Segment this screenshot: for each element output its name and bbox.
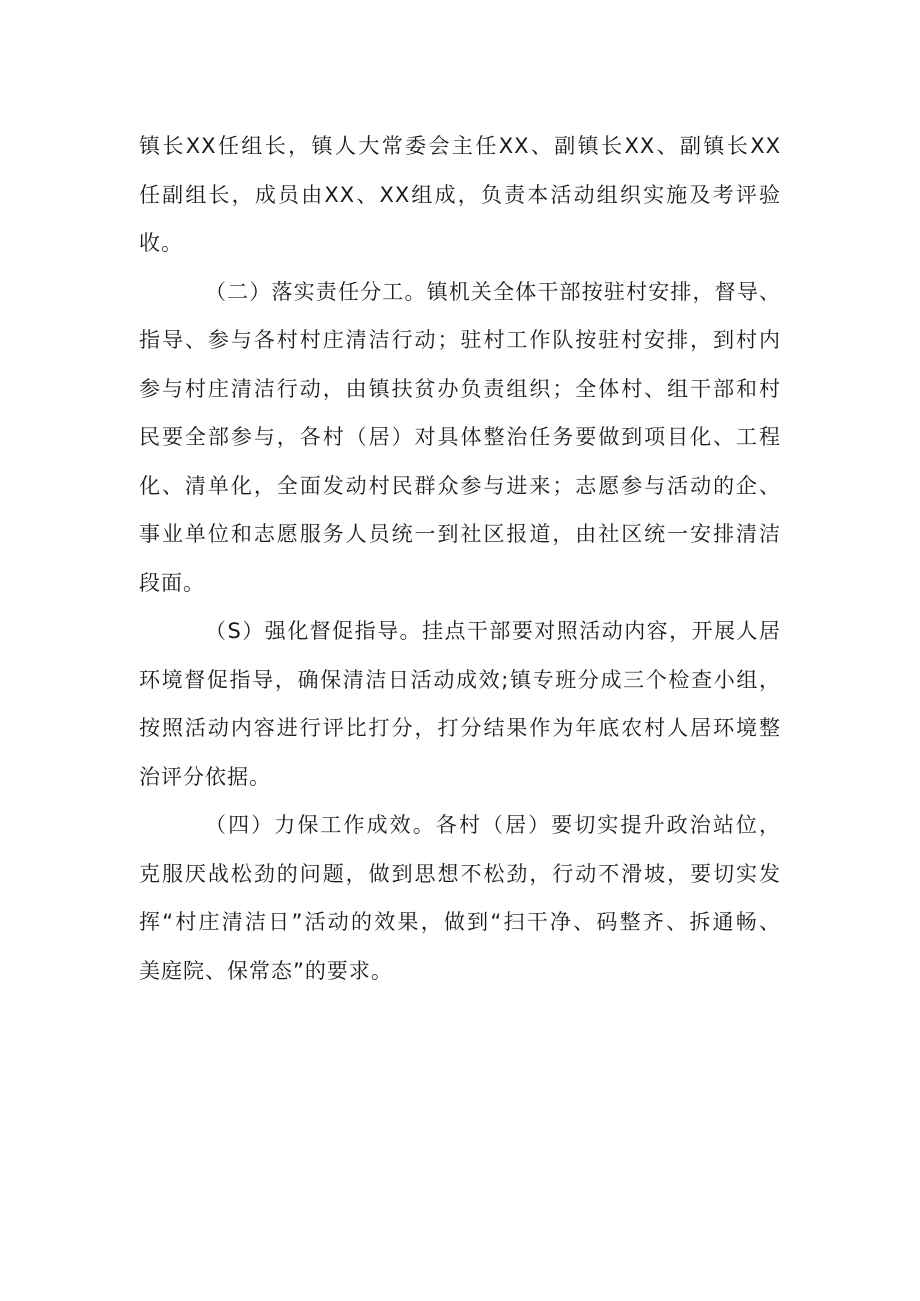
text-line: 事业单位和志愿服务人员统一到社区报道，由社区统一安排清洁 bbox=[139, 522, 781, 546]
text-line: 环境督促指导，确保清洁日活动成效;镇专班分成三个检查小组， bbox=[139, 667, 781, 692]
text-line: 按照活动内容进行评比打分，打分结果作为年底农村人居环境整 bbox=[139, 716, 781, 740]
text-line: 挥“村庄清洁日”活动的效果，做到“扫干净、码整齐、拆通畅、 bbox=[139, 910, 781, 934]
document-body bbox=[139, 122, 781, 995]
text-line: 美庭院、保常态”的要求。 bbox=[139, 958, 393, 983]
text-line: 指导、参与各村村庄清洁行动；驻村工作队按驻村安排，到村内 bbox=[139, 328, 781, 352]
text-line: 镇长XX任组长，镇人大常委会主任XX、副镇长XX、副镇长XX bbox=[139, 134, 781, 158]
text-line: 克服厌战松劲的问题，做到思想不松劲，行动不滑坡，要切实发 bbox=[139, 861, 781, 886]
text-line: 任副组长，成员由XX、XX组成，负责本活动组织实施及考评验 bbox=[139, 182, 781, 207]
paragraph-leadership-group bbox=[139, 122, 781, 268]
text-line: （S）强化督促指导。挂点干部要对照活动内容，开展人居 bbox=[205, 619, 781, 643]
text-line: 化、清单化，全面发动村民群众参与进来；志愿参与活动的企、 bbox=[139, 473, 781, 498]
text-line: （二）落实责任分工。镇机关全体干部按驻村安排，督导、 bbox=[205, 279, 781, 304]
text-line: 治评分依据。 bbox=[139, 764, 271, 789]
text-line: 民要全部参与，各村（居）对具体整治任务要做到项目化、工程 bbox=[139, 425, 781, 449]
text-line: 收。 bbox=[139, 231, 183, 255]
text-line: （四）力保工作成效。各村（居）要切实提升政治站位， bbox=[205, 813, 781, 837]
paragraph-supervision bbox=[139, 607, 781, 801]
text-line: 参与村庄清洁行动，由镇扶贫办负责组织；全体村、组干部和村 bbox=[139, 376, 781, 401]
text-line: 段面。 bbox=[139, 570, 205, 595]
paragraph-effectiveness bbox=[139, 801, 781, 995]
paragraph-responsibility bbox=[139, 268, 781, 608]
